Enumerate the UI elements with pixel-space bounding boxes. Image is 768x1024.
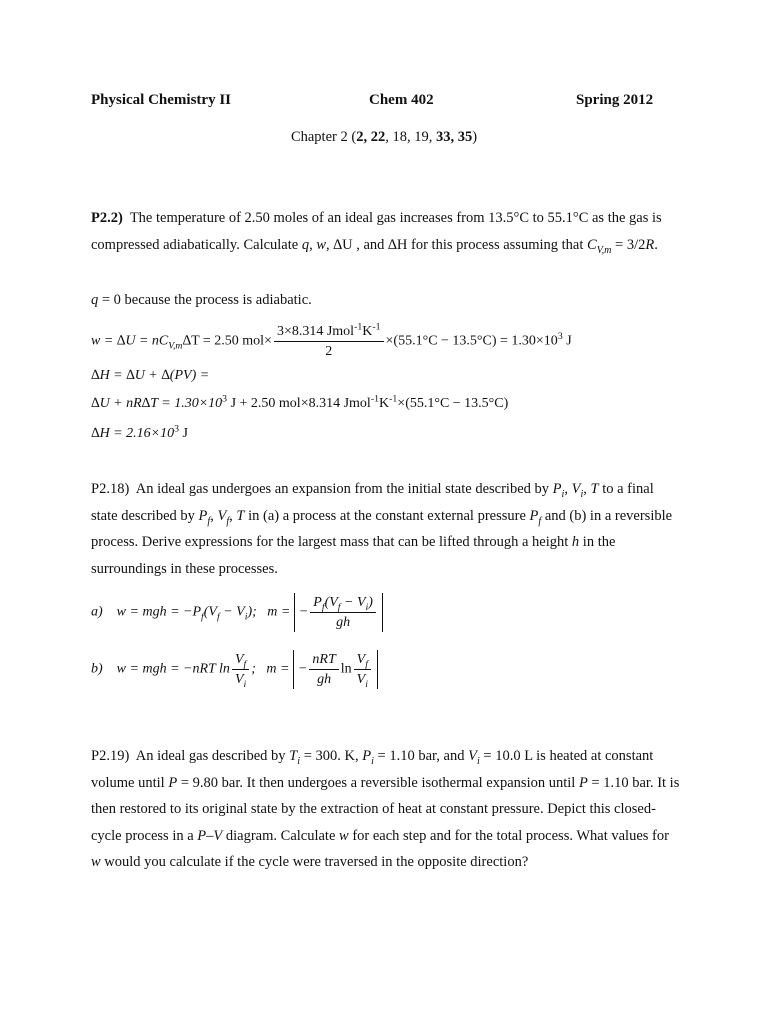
p218-vi: V <box>571 481 581 497</box>
p22-cv: C <box>587 236 597 253</box>
part-b-fnum2: V <box>356 652 366 667</box>
equation-enthalpy-expanded <box>91 393 509 412</box>
eq3-sup1: -1 <box>370 393 379 405</box>
p219-pv: P–V <box>197 827 223 844</box>
p219-t4: = 10.0 L is heated at constant volume until <box>91 748 654 791</box>
p22-t1: The temperature of 2.50 moles of an ideal gas increases from 13.5°C to 55.1°C as the gas is compressed adiabatically. Calculate <box>91 210 662 253</box>
p219-vi: V <box>468 748 477 764</box>
part-a-eq: w = mgh = −P <box>116 604 202 620</box>
chapter-bold-1: 2, 22 <box>356 129 386 145</box>
eq3-c: ×(55.1°C − 13.5°C) <box>397 396 509 411</box>
p218-pf2: P <box>529 507 539 524</box>
p219-t6: = 1.10 bar. It is then restored to its original state by the extraction of heat at constant pressure. Depict this closed-cycle process in a <box>91 774 680 844</box>
part-a-num-vf: f <box>337 601 341 613</box>
p22-r: R <box>645 236 655 253</box>
part-a-num-vi: i <box>365 601 369 613</box>
part-a-den: gh <box>336 615 351 630</box>
part-b-fraction-1 <box>232 650 249 689</box>
p219-ti-sub: i <box>297 755 301 767</box>
p219-t9: would you calculate if the cycle were traversed in the opposite direction? <box>100 854 529 870</box>
problem-2-18-text <box>91 476 681 582</box>
eq3-exp: 3 <box>222 393 228 405</box>
p218-vf-sub: f <box>226 515 230 527</box>
eq1-num-k: K <box>362 324 373 339</box>
eq3-b: J + 2.50 mol×8.314 Jmol <box>227 396 371 411</box>
p219-w: w <box>339 827 349 844</box>
part-b-semi: ; <box>251 661 256 677</box>
p218-vf: V <box>217 507 227 524</box>
eq3-k: K <box>379 396 390 411</box>
problem-2-2-text <box>91 205 681 258</box>
p218-t5: in the surroundings in these processes. <box>91 534 616 577</box>
part-b-fraction-3 <box>354 650 371 689</box>
eq1-num-sup2: -1 <box>372 321 381 333</box>
part-b-fden2-sub: i <box>365 678 368 690</box>
part-b-m: m = <box>266 661 290 677</box>
eq1-exp: 3 <box>557 331 563 343</box>
p219-pi: P <box>362 748 372 764</box>
p218-c4: , <box>229 507 237 524</box>
eq1-num-sup1: -1 <box>354 321 363 333</box>
eq1-fraction <box>274 322 384 361</box>
p219-vi-sub: i <box>476 755 480 767</box>
part-b-fnum-sub: f <box>243 658 247 670</box>
p219-t5: = 9.80 bar. It then undergoes a reversible isothermal expansion until <box>177 774 579 791</box>
eq3-sup2: -1 <box>389 393 398 405</box>
part-b-eq: w = mgh = −nRT ln <box>116 661 230 677</box>
p218-pf2-sub: f <box>538 515 542 527</box>
part-a-fraction <box>310 593 376 632</box>
p218-pf-sub: f <box>207 515 211 527</box>
chapter-bold-2: 33, 35 <box>435 129 473 145</box>
equation-enthalpy <box>91 368 209 384</box>
p22-comma: , <box>309 236 317 253</box>
p218-t2: to a final state described by <box>91 481 654 524</box>
p219-t2: = 300. K, <box>300 748 363 764</box>
part-b-den: gh <box>317 672 332 687</box>
equation-work <box>91 322 572 361</box>
equation-part-b <box>91 650 378 689</box>
eq1-rhs: ×(55.1°C − 13.5°C) = 1.30×10 <box>385 333 558 349</box>
part-a-abs <box>294 593 383 632</box>
part-b-num: nRT <box>312 652 336 667</box>
part-a-eq-sub: f <box>201 611 204 623</box>
p218-c2: , <box>583 481 591 497</box>
p22-q: q <box>301 236 310 253</box>
chapter-prefix: Chapter 2 ( <box>290 129 357 145</box>
part-a-label: a) <box>91 604 103 620</box>
part-a-vf: f <box>216 611 220 623</box>
p218-pi-sub: i <box>561 488 565 500</box>
part-a-abs-minus: − <box>298 604 309 620</box>
eq1-sub: V,m <box>168 340 183 352</box>
chapter-mid: , 18, 19, <box>385 129 436 145</box>
p218-vi-sub: i <box>580 488 584 500</box>
eq1-lhs: w = ∆U = nC <box>91 333 169 349</box>
eq1-num: 3×8.314 Jmol <box>276 324 355 339</box>
part-b-fden: V <box>234 672 244 687</box>
p22-cv-sub: V,m <box>596 244 612 256</box>
p218-t1: An ideal gas undergoes an expansion from the initial state described by <box>135 481 553 497</box>
eq1-mid: ∆T = 2.50 mol× <box>182 333 272 349</box>
p218-c1: , <box>564 481 572 497</box>
part-a-m: m = <box>267 604 291 620</box>
p22-q-line <box>91 292 312 309</box>
p218-t: T <box>590 481 599 497</box>
course-term: Spring 2012 <box>576 92 654 108</box>
p219-t1: An ideal gas described by <box>135 748 290 764</box>
p22-w: w <box>316 236 327 253</box>
eq4-unit: J <box>178 426 188 441</box>
problem-2-18-label: P2.18) <box>91 481 130 497</box>
p22-t2: , ∆U , and ∆H for this process assuming that <box>326 236 588 253</box>
eq1-den: 2 <box>325 344 333 359</box>
course-title: Physical Chemistry II <box>91 92 231 108</box>
p22-q-text: = 0 because the process is adiabatic. <box>98 292 312 308</box>
p22-dot: . <box>654 236 658 253</box>
part-b-fnum2-sub: f <box>365 658 368 670</box>
equation-enthalpy-result <box>91 423 188 442</box>
eq1-unit: J <box>562 333 572 349</box>
part-b-abs-minus: − <box>297 661 308 677</box>
p22-t3: = 3/2 <box>611 236 646 253</box>
chapter-line <box>0 129 768 146</box>
part-a-num-v: (V <box>324 595 338 610</box>
problem-2-19-text <box>91 743 681 876</box>
part-b-fnum: V <box>234 652 244 667</box>
p219-ti: T <box>289 748 298 764</box>
part-b-fden2: V <box>356 672 366 687</box>
p219-pi-sub: i <box>371 755 374 767</box>
part-b-ln: ln <box>340 661 352 677</box>
course-code: Chem 402 <box>369 92 434 108</box>
p219-p2: P <box>578 774 588 791</box>
p218-t4: and (b) in a reversible process. Derive expressions for the largest mass that can be lifted through a height <box>91 507 673 550</box>
eq4-a: ∆H = 2.16×10 <box>91 426 175 441</box>
p218-pi: P <box>552 481 562 497</box>
problem-2-19-label: P2.19) <box>91 748 130 764</box>
eq3-a: ∆U + nR∆T = 1.30×10 <box>91 396 223 411</box>
eq2-text: ∆H = ∆U + ∆(PV) = <box>91 368 210 383</box>
part-a-close: ); <box>247 604 257 620</box>
part-b-fden-sub: i <box>243 678 247 690</box>
p218-t-b: T <box>236 507 245 524</box>
part-a-minus: − V <box>219 604 245 620</box>
p218-t3: in (a) a process at the constant external pressure <box>244 507 530 524</box>
part-b-fraction-2 <box>309 650 338 689</box>
p22-q-symbol: q <box>91 292 99 308</box>
equation-part-a <box>91 593 383 632</box>
part-a-num-minus: − V <box>340 595 366 610</box>
part-b-label: b) <box>91 661 103 677</box>
p219-t7: diagram. Calculate <box>222 827 340 844</box>
chapter-suffix: ) <box>472 129 478 145</box>
p219-t8: for each step and for the total process. What values for <box>348 827 669 844</box>
part-b-abs <box>293 650 378 689</box>
part-a-num-close: ) <box>368 595 373 610</box>
p218-c3: , <box>210 507 218 524</box>
part-a-paren: (V <box>203 604 217 620</box>
p218-h: h <box>571 534 580 550</box>
part-a-num-psub: f <box>321 601 325 613</box>
eq4-exp: 3 <box>174 423 179 435</box>
p219-w2: w <box>91 854 101 870</box>
problem-2-2-label: P2.2) <box>91 210 123 226</box>
p219-p: P <box>168 774 178 791</box>
part-a-vi: i <box>244 611 248 623</box>
p219-t3: = 1.10 bar, and <box>373 748 469 764</box>
p218-pf: P <box>198 507 208 524</box>
part-a-num-p: P <box>313 595 322 610</box>
